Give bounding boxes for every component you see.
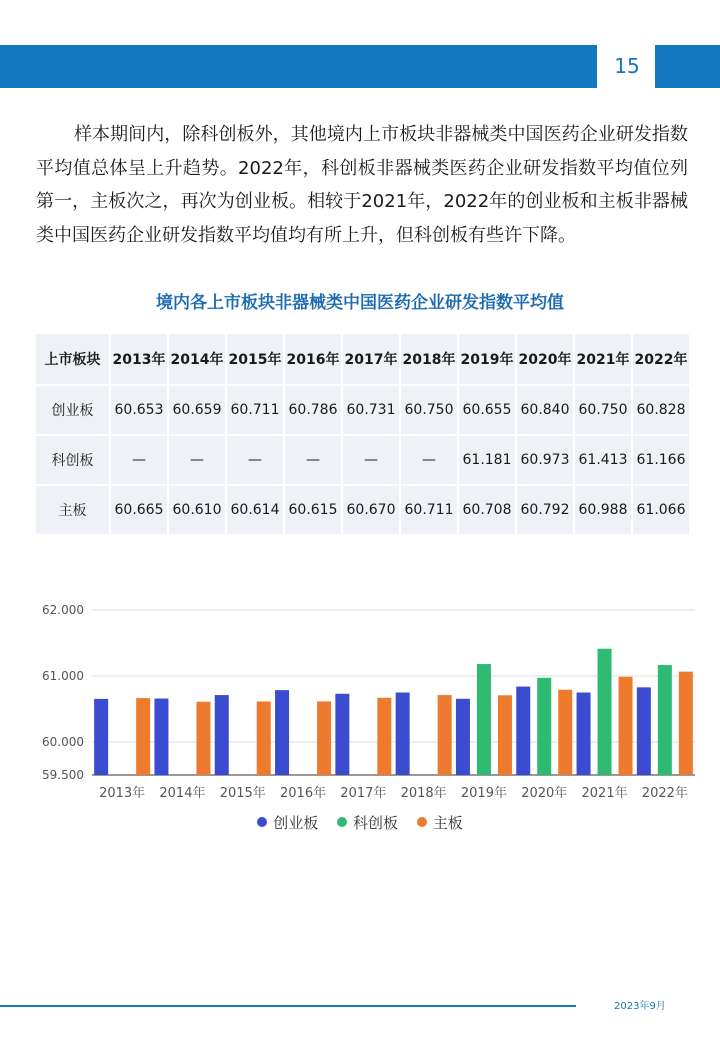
- table-cell: 60.792: [516, 485, 574, 535]
- bar: [275, 690, 289, 775]
- bar-chart: [0, 590, 720, 810]
- bar: [637, 687, 651, 775]
- table-cell: 60.655: [458, 385, 516, 435]
- x-tick-label: 2015年: [219, 786, 266, 801]
- table-cell: —: [226, 435, 284, 485]
- bar: [396, 693, 410, 776]
- bar: [577, 693, 591, 776]
- table-header-cell: 2018年: [400, 333, 458, 385]
- table-cell: 60.614: [226, 485, 284, 535]
- legend-item: [337, 812, 398, 833]
- bar: [477, 664, 491, 775]
- x-tick-label: 2019年: [460, 786, 507, 801]
- table-cell: —: [110, 435, 168, 485]
- table-header-cell: 2015年: [226, 333, 284, 385]
- table-cell: 61.166: [632, 435, 690, 485]
- bar: [377, 698, 391, 775]
- bar: [196, 702, 210, 775]
- bar: [498, 695, 512, 775]
- bar: [598, 649, 612, 775]
- table-cell: 60.711: [226, 385, 284, 435]
- table-row: [35, 385, 690, 435]
- table-cell: 60.665: [110, 485, 168, 535]
- x-tick-label: 2016年: [280, 786, 327, 801]
- y-tick-label: 61.000: [42, 669, 84, 683]
- header-bar-right: [655, 45, 720, 88]
- table-header-cell: 2020年: [516, 333, 574, 385]
- table-cell: 60.615: [284, 485, 342, 535]
- table-cell: 主板: [35, 485, 110, 535]
- y-tick-label: 59.500: [42, 768, 84, 782]
- table-cell: 科创板: [35, 435, 110, 485]
- table-cell: 60.750: [574, 385, 632, 435]
- table-cell: 60.750: [400, 385, 458, 435]
- bar: [658, 665, 672, 775]
- x-tick-label: 2013年: [99, 786, 146, 801]
- table-cell: 60.828: [632, 385, 690, 435]
- bar: [317, 701, 331, 775]
- x-tick-label: 2021年: [581, 786, 628, 801]
- legend-item: [417, 812, 463, 833]
- page-number: 15: [614, 54, 640, 78]
- table-cell: 61.413: [574, 435, 632, 485]
- table-cell: 61.066: [632, 485, 690, 535]
- bar: [154, 699, 168, 775]
- bar: [619, 677, 633, 775]
- table-cell: 60.840: [516, 385, 574, 435]
- x-tick-label: 2022年: [641, 786, 688, 801]
- bar: [215, 695, 229, 775]
- x-tick-label: 2014年: [159, 786, 206, 801]
- table-header-cell: 2014年: [168, 333, 226, 385]
- table-cell: —: [168, 435, 226, 485]
- bar: [136, 698, 150, 775]
- legend-swatch: [257, 817, 267, 827]
- body-paragraph: 样本期间内，除科创板外，其他境内上市板块非器械类中国医药企业研发指数平均值总体呈上升趋势。2022年，科创板非器械类医药企业研发指数平均值位列第一，主板次之，再次为创业板。相较于2021年，2022年的创业板和主板非器械类中国医药企业研发指数平均值均有所上升，但科创板有些许下降。: [36, 124, 688, 246]
- footer-line: [0, 1005, 576, 1007]
- legend-item: [257, 812, 318, 833]
- table-header-cell: 2013年: [110, 333, 168, 385]
- table-cell: 60.659: [168, 385, 226, 435]
- data-table: [34, 332, 691, 536]
- table-cell: 60.610: [168, 485, 226, 535]
- table-header-cell: 2016年: [284, 333, 342, 385]
- table-cell: 创业板: [35, 385, 110, 435]
- table-header-cell: 2021年: [574, 333, 632, 385]
- chart-legend: [0, 812, 720, 833]
- table-row: [35, 485, 690, 535]
- bar: [335, 694, 349, 775]
- legend-label: 主板: [432, 814, 463, 832]
- table-cell: 60.670: [342, 485, 400, 535]
- bar: [438, 695, 452, 775]
- bar: [537, 678, 551, 775]
- x-tick-label: 2017年: [340, 786, 387, 801]
- table-header-cell: 2022年: [632, 333, 690, 385]
- bar: [257, 701, 271, 775]
- table-cell: —: [400, 435, 458, 485]
- table-cell: 60.786: [284, 385, 342, 435]
- table-cell: 60.653: [110, 385, 168, 435]
- table-cell: 60.973: [516, 435, 574, 485]
- header-bar: [0, 45, 597, 88]
- bar: [516, 687, 530, 775]
- table-cell: 60.711: [400, 485, 458, 535]
- table-cell: 61.181: [458, 435, 516, 485]
- table-title: 境内各上市板块非器械类中国医药企业研发指数平均值: [156, 293, 564, 313]
- bar: [456, 699, 470, 775]
- table-row: [35, 435, 690, 485]
- table-cell: —: [342, 435, 400, 485]
- legend-swatch: [337, 817, 347, 827]
- legend-label: 科创板: [352, 814, 398, 832]
- table-cell: 60.708: [458, 485, 516, 535]
- table-header-cell: 2017年: [342, 333, 400, 385]
- x-tick-label: 2020年: [521, 786, 568, 801]
- table-header-cell: 上市板块: [35, 333, 110, 385]
- table-header-cell: 2019年: [458, 333, 516, 385]
- bar: [558, 690, 572, 775]
- table-header-row: [35, 333, 690, 385]
- y-tick-label: 62.000: [42, 603, 84, 617]
- table-cell: —: [284, 435, 342, 485]
- table-cell: 60.988: [574, 485, 632, 535]
- table-cell: 60.731: [342, 385, 400, 435]
- bar: [679, 672, 693, 775]
- legend-swatch: [417, 817, 427, 827]
- x-tick-label: 2018年: [400, 786, 447, 801]
- y-tick-label: 60.000: [42, 735, 84, 749]
- bar: [94, 699, 108, 775]
- footer-date: 2023年9月: [614, 1001, 666, 1012]
- legend-label: 创业板: [273, 814, 319, 832]
